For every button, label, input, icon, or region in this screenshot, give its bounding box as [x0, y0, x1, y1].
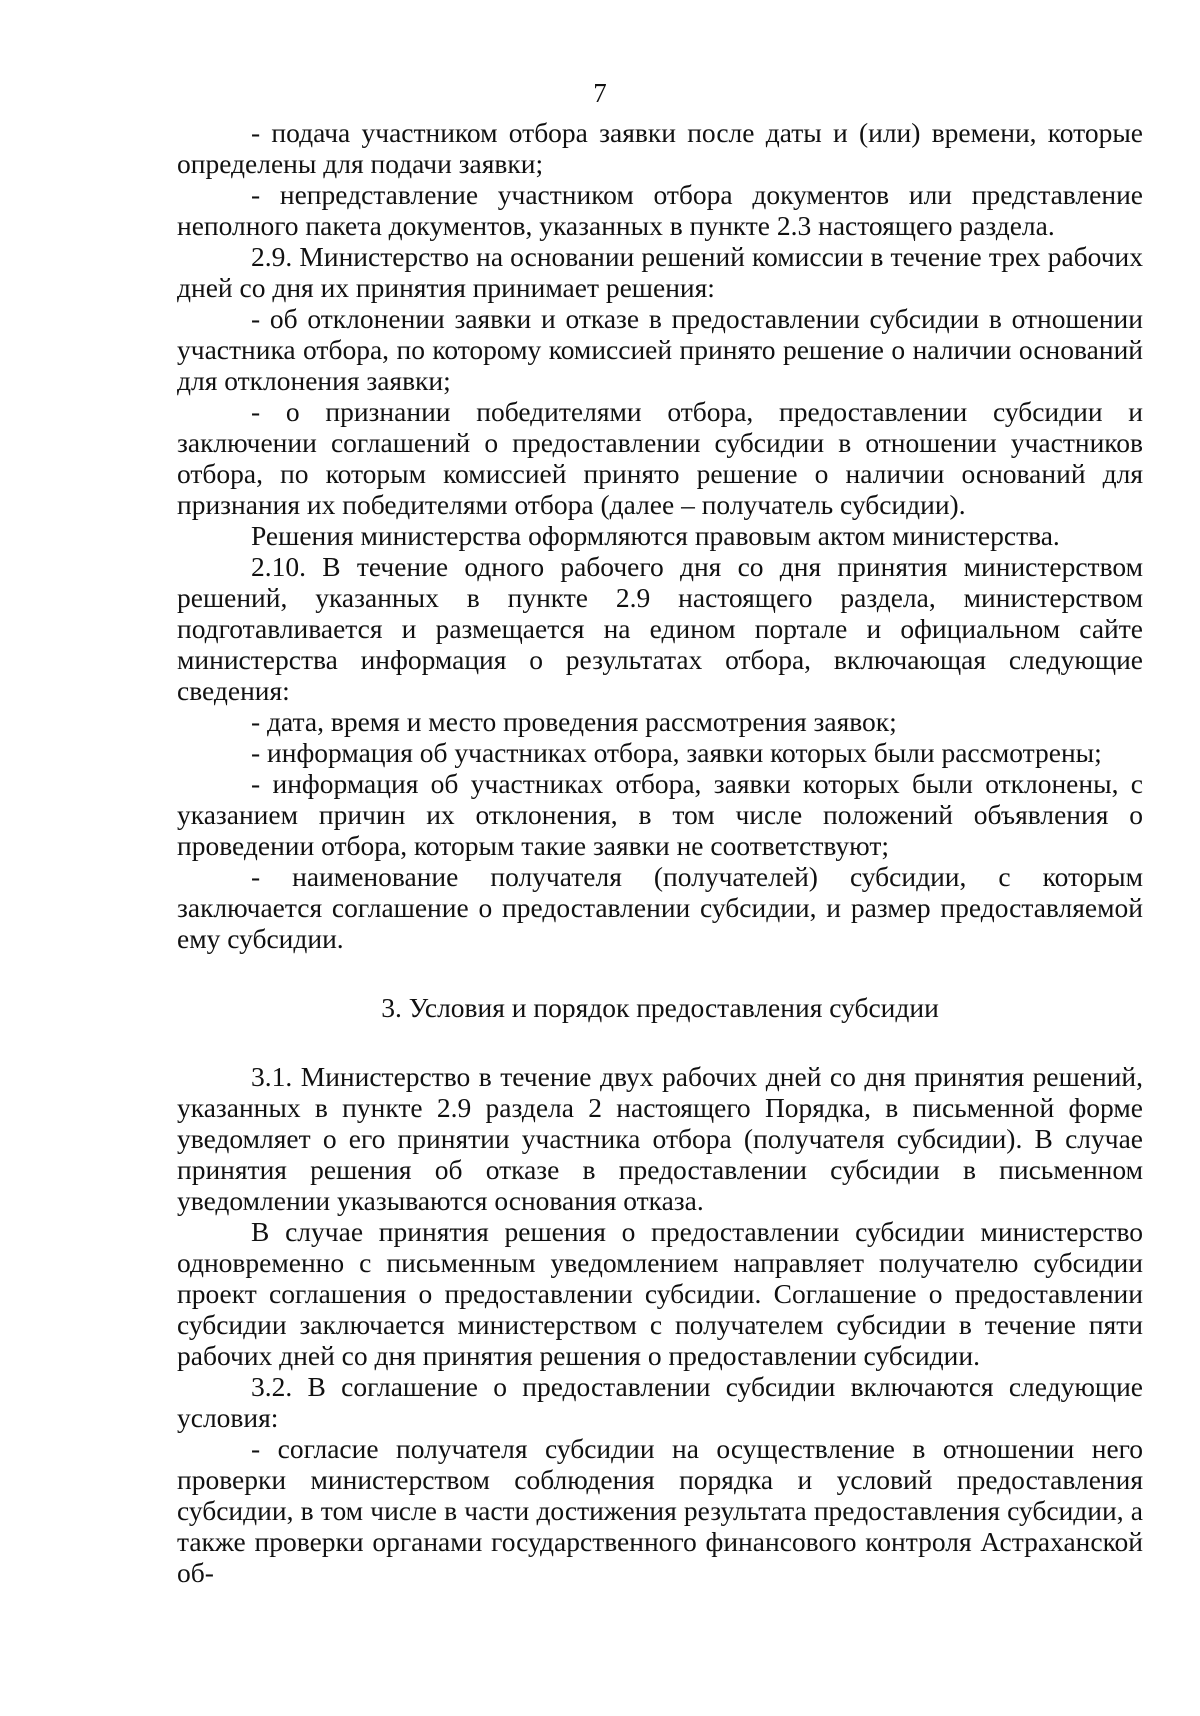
paragraph: Решения министерства оформляются правовым актом министерства.: [251, 520, 1060, 551]
paragraph: 2.10. В течение одного рабочего дня со дня принятия министерством решений, указанных в пункте 2.9 настоящего раздела, министерством подготавливается и размещается на едином портале и официальном сайте министерства информация о результатах отбора, включающая следующие сведения:: [177, 551, 1143, 706]
section-heading: 3. Условия и порядок предоставления субсидии: [381, 992, 939, 1023]
paragraph: - об отклонении заявки и отказе в предоставлении субсидии в отношении участника отбора, по которому комиссией принято решение о наличии оснований для отклонения заявки;: [177, 303, 1143, 396]
paragraph: В случае принятия решения о предоставлении субсидии министерство одновременно с письменным уведомлением направляет получателю субсидии проект соглашения о предоставлении субсидии. Соглашение о предоставлении субсидии заключается министерством с получателем субсидии в течение пяти рабочих дней со дня принятия решения о предоставлении субсидии.: [177, 1216, 1143, 1371]
document-body: [177, 117, 1143, 1588]
paragraph: - наименование получателя (получателей) субсидии, с которым заключается соглашение о предоставлении субсидии, и размер предоставляемой ему субсидии.: [177, 861, 1143, 954]
paragraph: 3.2. В соглашение о предоставлении субсидии включаются следующие условия:: [177, 1371, 1143, 1433]
paragraph: - непредставление участником отбора документов или представление неполного пакета документов, указанных в пункте 2.3 настоящего раздела.: [177, 179, 1143, 241]
paragraph: - дата, время и место проведения рассмотрения заявок;: [251, 706, 897, 737]
paragraph: 2.9. Министерство на основании решений комиссии в течение трех рабочих дней со дня их принятия принимает решения:: [177, 241, 1143, 303]
paragraph: - о признании победителями отбора, предоставлении субсидии и заключении соглашений о предоставлении субсидии в отношении участников отбора, по которым комиссией принято решение о наличии оснований для признания их победителями отбора (далее – получатель субсидии).: [177, 396, 1143, 520]
paragraph: - информация об участниках отбора, заявки которых были рассмотрены;: [251, 737, 1102, 768]
page-number: 7: [593, 78, 607, 108]
paragraph: - подача участником отбора заявки после даты и (или) времени, которые определены для подачи заявки;: [177, 117, 1143, 179]
paragraph: - информация об участниках отбора, заявки которых были отклонены, с указанием причин их отклонения, в том числе положений объявления о проведении отбора, которым такие заявки не соответствуют;: [177, 768, 1143, 861]
paragraph: - согласие получателя субсидии на осуществление в отношении него проверки министерством соблюдения порядка и условий предоставления субсидии, в том числе в части достижения результата предоставления субсидии, а также проверки органами государственного финансового контроля Астраханской об-: [177, 1433, 1143, 1588]
paragraph: 3.1. Министерство в течение двух рабочих дней со дня принятия решений, указанных в пункте 2.9 раздела 2 настоящего Порядка, в письменной форме уведомляет о его принятии участника отбора (получателя субсидии). В случае принятия решения об отказе в предоставлении субсидии в письменном уведомлении указываются основания отказа.: [177, 1061, 1143, 1216]
